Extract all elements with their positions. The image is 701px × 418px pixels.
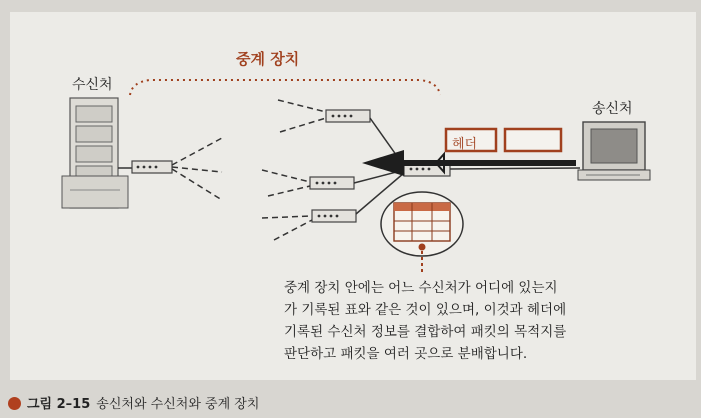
note-line: 중계 장치 안에는 어느 수신처가 어디에 있는지 [284, 280, 558, 296]
router-bottom [312, 210, 356, 222]
router-middle [310, 177, 354, 189]
caption-text: 송신처와 수신처와 중계 장치 [96, 397, 260, 412]
figure-number: 그림 2–15 [27, 397, 91, 412]
header-label: 헤더 [452, 137, 478, 152]
payload-box [505, 129, 561, 151]
receiver-server-icon [62, 98, 128, 208]
router-top [326, 110, 370, 122]
receiver-label: 수신처 [72, 77, 113, 93]
relay-devices-title: 중계 장치 [236, 50, 300, 68]
note-line: 가 기록된 표와 같은 것이 있으며, 이것과 헤더에 [284, 302, 567, 318]
hub-near-server [132, 161, 172, 173]
note-line: 판단하고 패킷을 여러 곳으로 분배합니다. [284, 346, 528, 362]
packet-arrowhead [362, 150, 404, 176]
routing-table-icon [394, 203, 450, 241]
figure-caption [8, 393, 259, 412]
sender-computer-icon [578, 122, 650, 180]
relay-bracket [130, 80, 440, 95]
packet-arrow [404, 160, 576, 166]
caption-bullet-icon [8, 397, 21, 410]
callout-dot [419, 244, 426, 251]
note-line: 기록된 수신처 정보를 결합하여 패킷의 목적지를 [284, 324, 567, 340]
sender-label: 송신처 [592, 101, 633, 117]
explanation-note [284, 277, 584, 365]
